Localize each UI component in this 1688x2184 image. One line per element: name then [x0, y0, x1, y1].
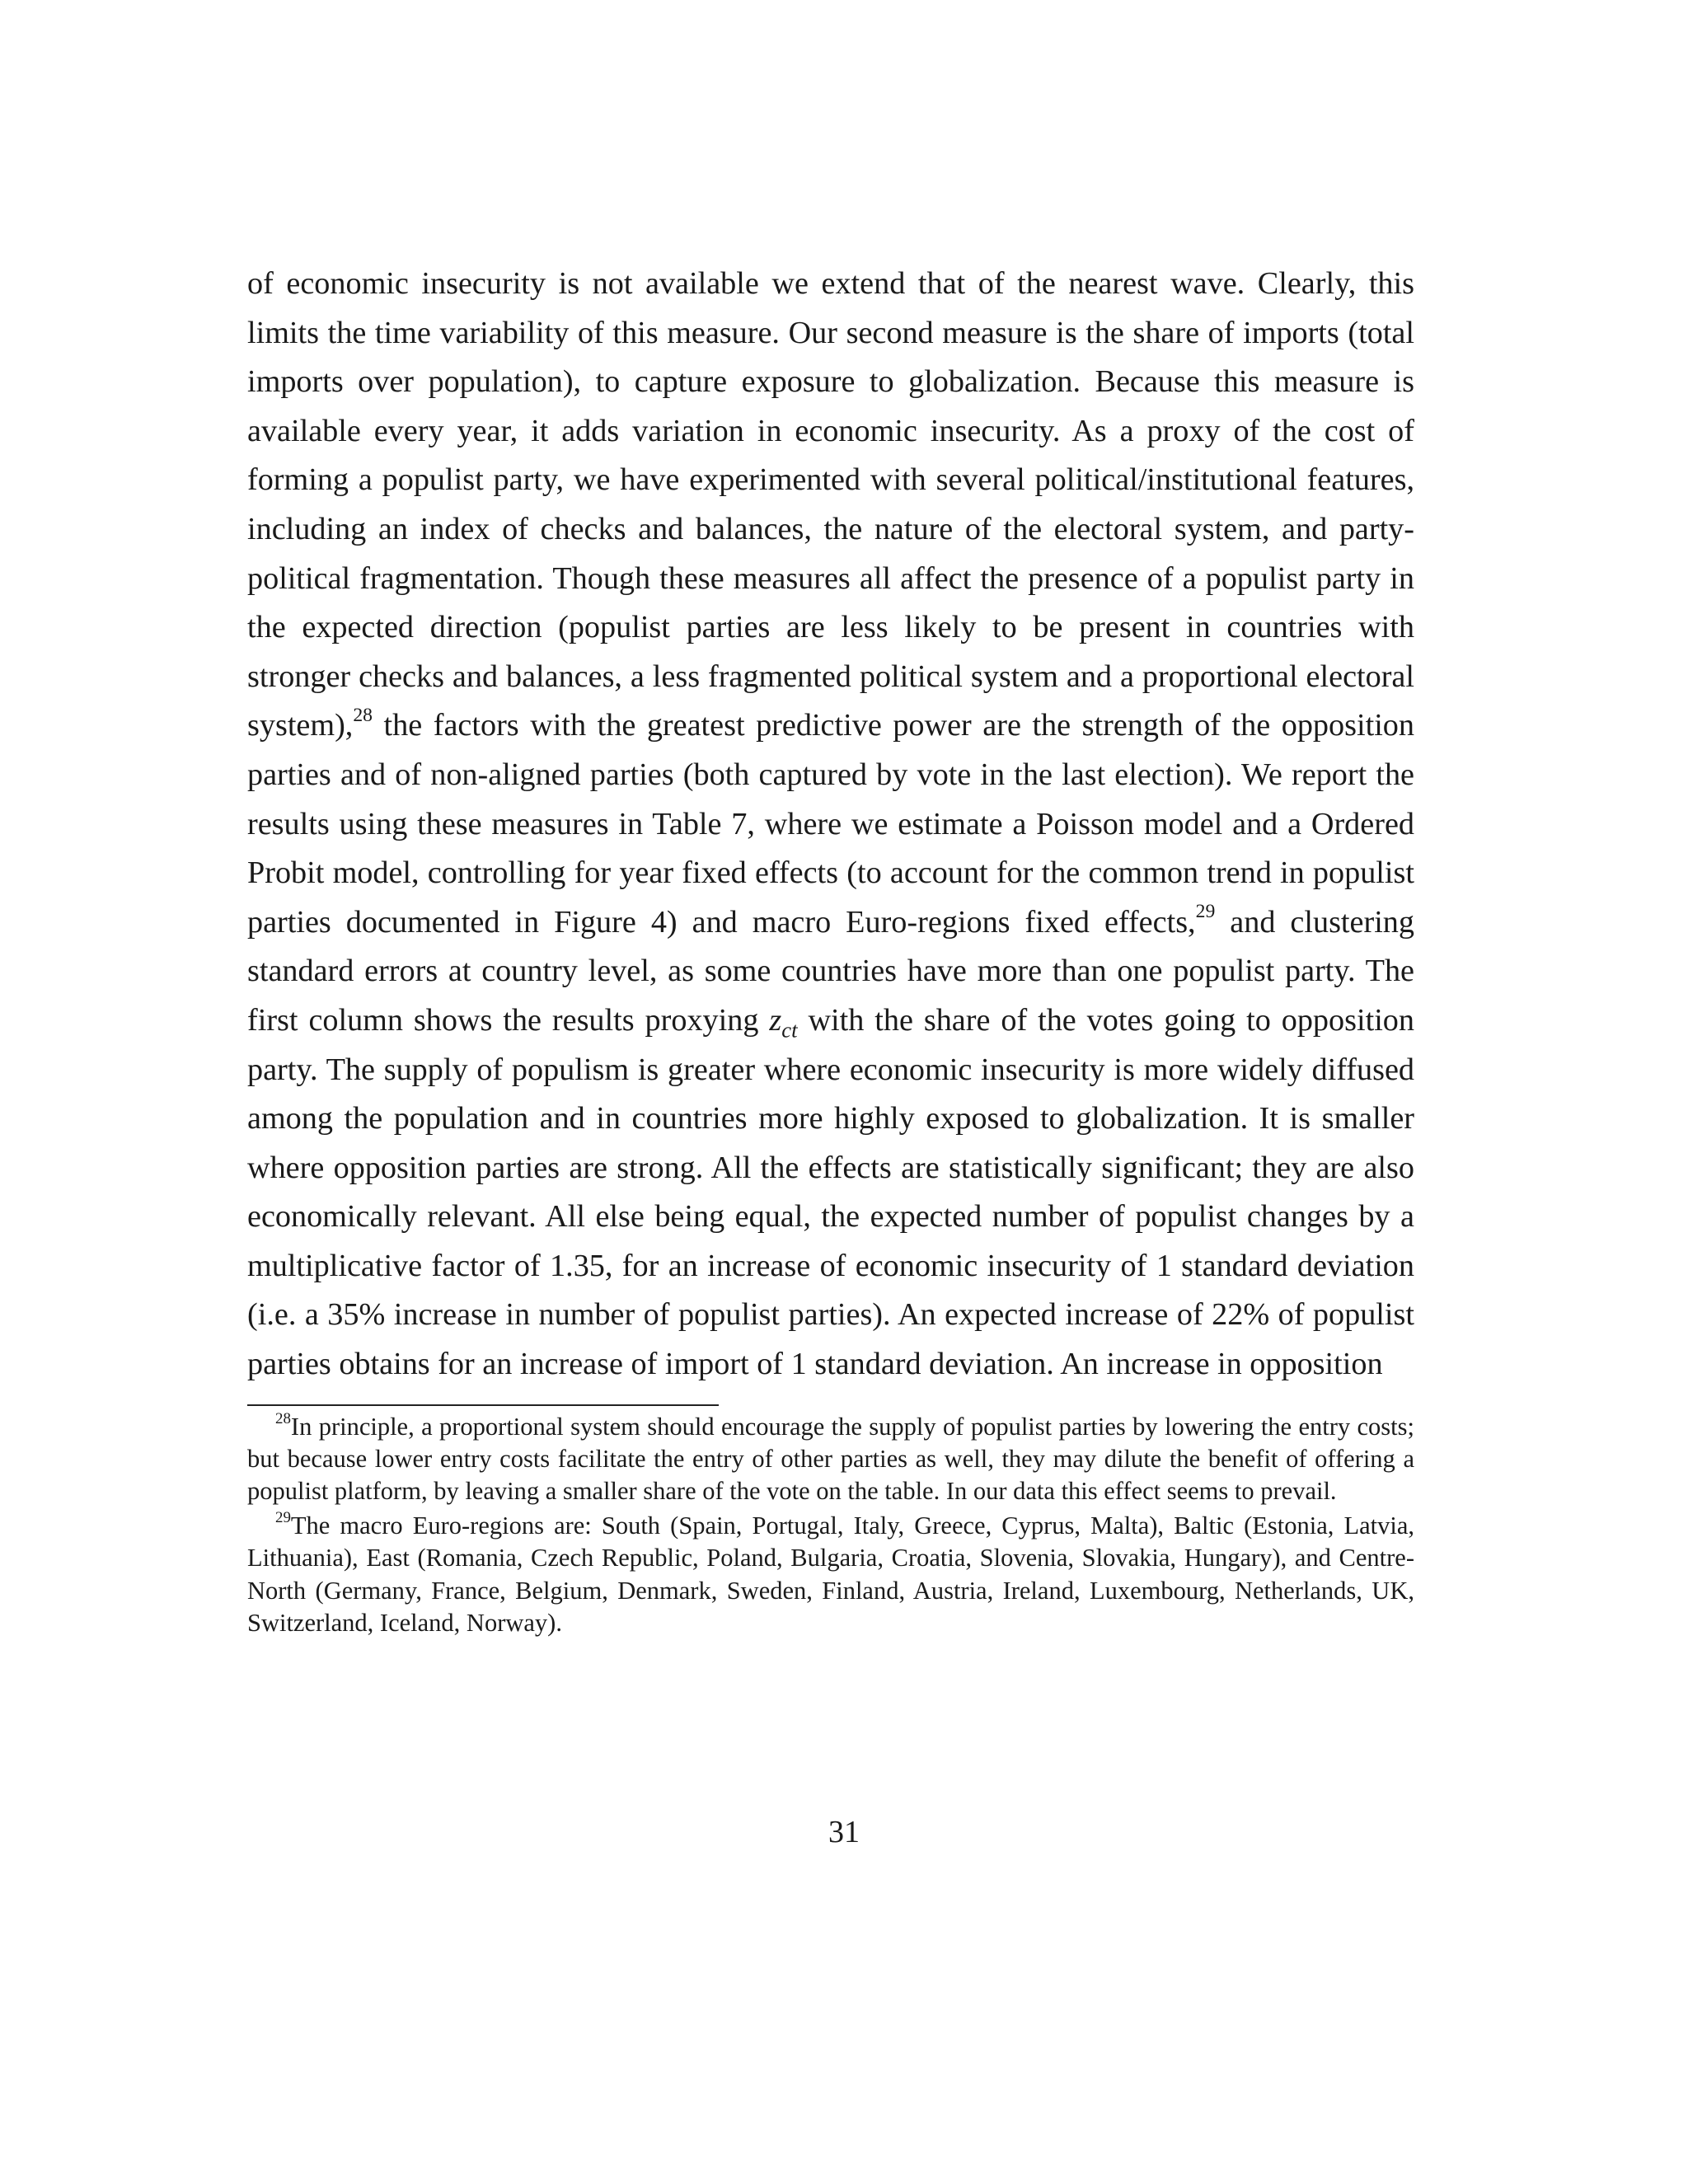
footnote-28	[247, 1411, 1414, 1508]
page-content	[247, 260, 1414, 1640]
math-z-ct	[769, 1002, 798, 1043]
body-paragraph	[247, 260, 1414, 1390]
body-text-part-3: and clustering standard errors at country level, as some countries have more than one populist party. The first column shows the results proxying	[247, 904, 1414, 1038]
body-text-part-1: of economic insecurity is not available we extend that of the nearest wave. Clearly, this limits the time variability of this measure. Our second measure is the share of imports (total imports over population), to capture exposure to globalization. Because this measure is available every year, it adds variation in economic insecurity. As a proxy of the cost of forming a populist party, we have experimented with several political/institutional features, including an index of checks and balances, the nature of the electoral system, and party-political fragmentation. Though these measures all affect the presence of a populist party in the expected direction (populist parties are less likely to be present in countries with stronger checks and balances, a less fragmented political system and a proportional electoral system),	[247, 266, 1414, 743]
footnote-text-29: The macro Euro-regions are: South (Spain, Portugal, Italy, Greece, Cyprus, Malta), Baltic (Estonia, Latvia, Lithuania), East (Romania, Czech Republic, Poland, Bulgaria, Croatia, Slovenia, Slovakia, Hungary), and Centre-North (Germany, France, Belgium, Denmark, Sweden, Finland, Austria, Ireland, Luxembourg, Netherlands, UK, Switzerland, Iceland, Norway).	[247, 1511, 1414, 1638]
footnote-mark-29: 29	[275, 1508, 291, 1526]
page-number: 31	[828, 1815, 860, 1849]
footnote-ref-29[interactable]: 29	[1195, 901, 1216, 923]
footnote-mark-28: 28	[275, 1409, 291, 1427]
footnote-ref-28[interactable]: 28	[353, 705, 373, 727]
footnote-29	[247, 1510, 1414, 1640]
math-subscript-ct: ct	[781, 1017, 798, 1043]
math-symbol-z: z	[769, 1002, 782, 1038]
footnote-text-28: In principle, a proportional system should encourage the supply of populist parties by lowering the entry costs; but because lower entry costs facilitate the entry of other parties as well, they may dilute the benefit of offering a populist platform, by leaving a smaller share of the vote on the table. In our data this effect seems to prevail.	[247, 1412, 1414, 1506]
body-text-part-2: the factors with the greatest predictive power are the strength of the opposition parties and of non-aligned parties (both captured by vote in the last election). We report the results using these measures in Table 7, where we estimate a Poisson model and a Ordered Probit model, controlling for year fixed effects (to account for the common trend in populist parties documented in Figure 4) and macro Euro-regions fixed effects,	[247, 708, 1414, 940]
body-text-part-4: with the share of the votes going to opposition party. The supply of populism is greater where economic insecurity is more widely diffused among the population and in countries more highly exposed to globalization. It is smaller where opposition parties are strong. All the effects are statistically significant; they are also economically relevant. All else being equal, the expected number of populist changes by a multiplicative factor of 1.35, for an increase of economic insecurity of 1 standard deviation (i.e. a 35% increase in number of populist parties). An expected increase of 22% of populist parties obtains for an increase of import of 1 standard deviation. An increase in opposition	[247, 1002, 1414, 1382]
footnote-divider	[247, 1404, 719, 1406]
